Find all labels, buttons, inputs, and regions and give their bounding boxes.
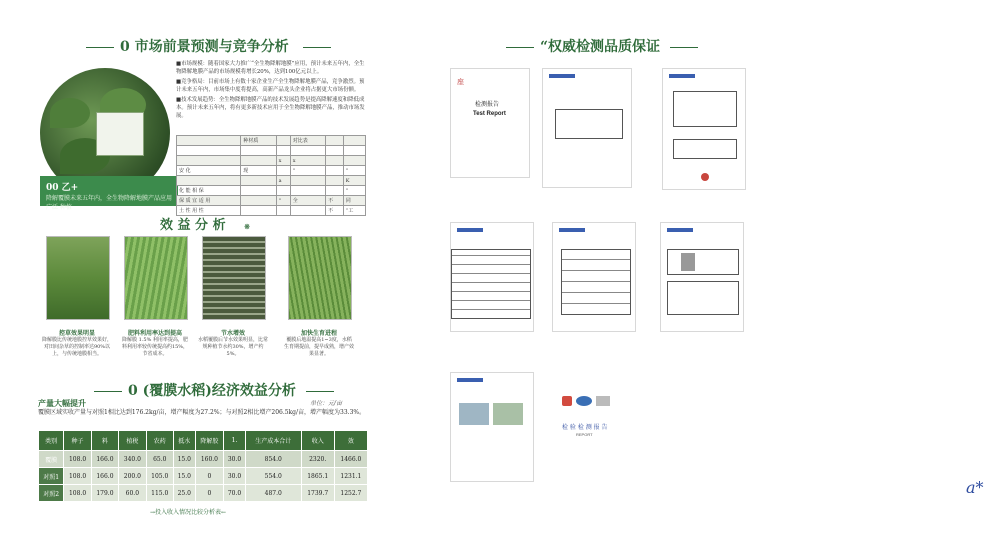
doc-header-bar (667, 228, 693, 232)
title-line-right (306, 391, 334, 392)
table-row: 对照2 108.0 179.0 60.0 115.0 25.0 0 70.0 487.0 1739.7 1252.7 (39, 485, 368, 502)
benefit-section-title: 效 益 分 析 ※ (160, 218, 250, 233)
doc-table (667, 281, 739, 315)
table-row: 覆膜 108.0 166.0 340.0 65.0 15.0 160.0 30.0 854.0 2320. 1466.0 (39, 451, 368, 468)
econ-section-title: 0 (覆膜水稻)经济效益分析 (88, 380, 340, 400)
report-page-doc (552, 222, 636, 332)
decorative-mark: a* (966, 478, 984, 497)
seal-icon (701, 173, 709, 181)
table-header-row: 类别 种子 料 植税 农药 抵水 降解胶 1. 生产成本合计 收入 效 (39, 431, 368, 451)
title-line-right (670, 47, 698, 48)
weed-control-photo (46, 236, 110, 320)
fertilizer-photo (124, 236, 188, 320)
title-line-left (94, 391, 122, 392)
yield-subheading: 产量大幅提升 (38, 398, 86, 408)
doc-table (673, 91, 737, 127)
table-row: 保 质 宜 适 用 " 全 不 同 (177, 196, 366, 206)
table-row: 对照1 108.0 166.0 200.0 105.0 15.0 0 30.0 554.0 1865.1 1231.1 (39, 468, 368, 485)
doc-table (667, 249, 739, 275)
title-line-left (506, 47, 534, 48)
doc-header-bar (457, 228, 483, 232)
quality-section-title: “权威检测品质保证 (500, 36, 704, 56)
doc-header-bar (559, 228, 585, 232)
photo-caption: 控草效果明显 降解膜比传统地膜控草效果好，对田间杂草的控制率达90%以上，与传统地膜相当。 (42, 330, 113, 357)
doc-table (673, 139, 737, 159)
water-saving-photo (202, 236, 266, 320)
economic-table (38, 430, 368, 502)
table-row: a K (177, 176, 366, 186)
doc-gray-cell (681, 253, 695, 271)
doc-table (561, 249, 631, 315)
photo-caption: 节水增效 水稻覆膜后节水效果明显，比常规种植节水约30%，增产约5%。 (198, 330, 269, 357)
doc-header-bar (669, 74, 695, 78)
report-photo-page (450, 372, 534, 482)
doc-header-bar (549, 74, 575, 78)
comparison-table (176, 135, 366, 216)
logo-icon (562, 396, 572, 406)
photo-caption: 肥料利用率达到提高 降解膜 1.5% 利用率提高，肥料利用率较传统提高约15%，节省成本。 (121, 330, 189, 357)
logo-icon (576, 396, 592, 406)
barcode-icon (596, 396, 610, 406)
inspection-report-cover: 检 验 检 测 报 告 REPORT (552, 372, 636, 482)
left-page (0, 0, 400, 540)
growth-photo (288, 236, 352, 320)
field-sign-board (96, 112, 144, 156)
title-line-right (303, 47, 331, 48)
promo-banner: 00 乙+ 降解覆膜未来五年内，全生物降解地膜产品应用广泛 种植 (40, 176, 178, 206)
report-page-doc (542, 68, 632, 188)
yield-paragraph: 覆膜区域实收产量与对照1相比达到176.2kg/亩，增产幅度为27.2%；与对照2相比增产206.5kg/亩，增产幅度为33.3%。 (38, 409, 366, 416)
market-text: ■市场规模：随着国家大力推广“全生物降解地膜”应用，预计未来五年内，全生物降解地膜产品的市场规模将增长20%，达到100亿元以上。 ■竞争格局：目前市场上有数十家企业生产全生物降解地膜产品，竞争激烈。预计未来五年内，市场集中度将提高，高新产品龙头企业将占据更大市场份额。 ■技术发展趋势：全生物降解地膜产品的技术发展趋势是提高降解速度和降低成本。预计未来五年内，将有更多新技术应用于全生物降解地膜产品，推动市场发展。 (176, 61, 365, 119)
sample-photo (493, 403, 523, 425)
table-caption: →投入收入情况比较分析表← (150, 509, 227, 516)
doc-table (451, 249, 531, 319)
photo-caption: 加快生育进程 覆膜后地温提高1~3度，水稻生育期提前，提早成熟，增产效果显著。 (284, 330, 355, 357)
table-row: 化 能 相 保 " (177, 186, 366, 196)
market-section-title: 0 市场前景预测与竞争分析 (80, 36, 337, 56)
table-row: 土 性 用 性 不 “工 (177, 206, 366, 216)
test-report-cover: 座 检测报告 Test Report (450, 68, 530, 178)
report-page-doc (662, 68, 746, 190)
unit-label: 单位：元/亩 (310, 400, 343, 407)
table-row: 安 化 现 " " (177, 166, 366, 176)
table-row: 种材质 对比表 (177, 136, 366, 146)
doc-table (555, 109, 623, 139)
title-line-left (86, 47, 114, 48)
leaf-shape (50, 98, 90, 128)
table-row: x x (177, 156, 366, 166)
report-page-doc (450, 222, 534, 332)
sample-photo (459, 403, 489, 425)
report-page-doc (660, 222, 744, 332)
doc-header-bar (457, 378, 483, 382)
table-row (177, 146, 366, 156)
right-page (400, 0, 984, 540)
